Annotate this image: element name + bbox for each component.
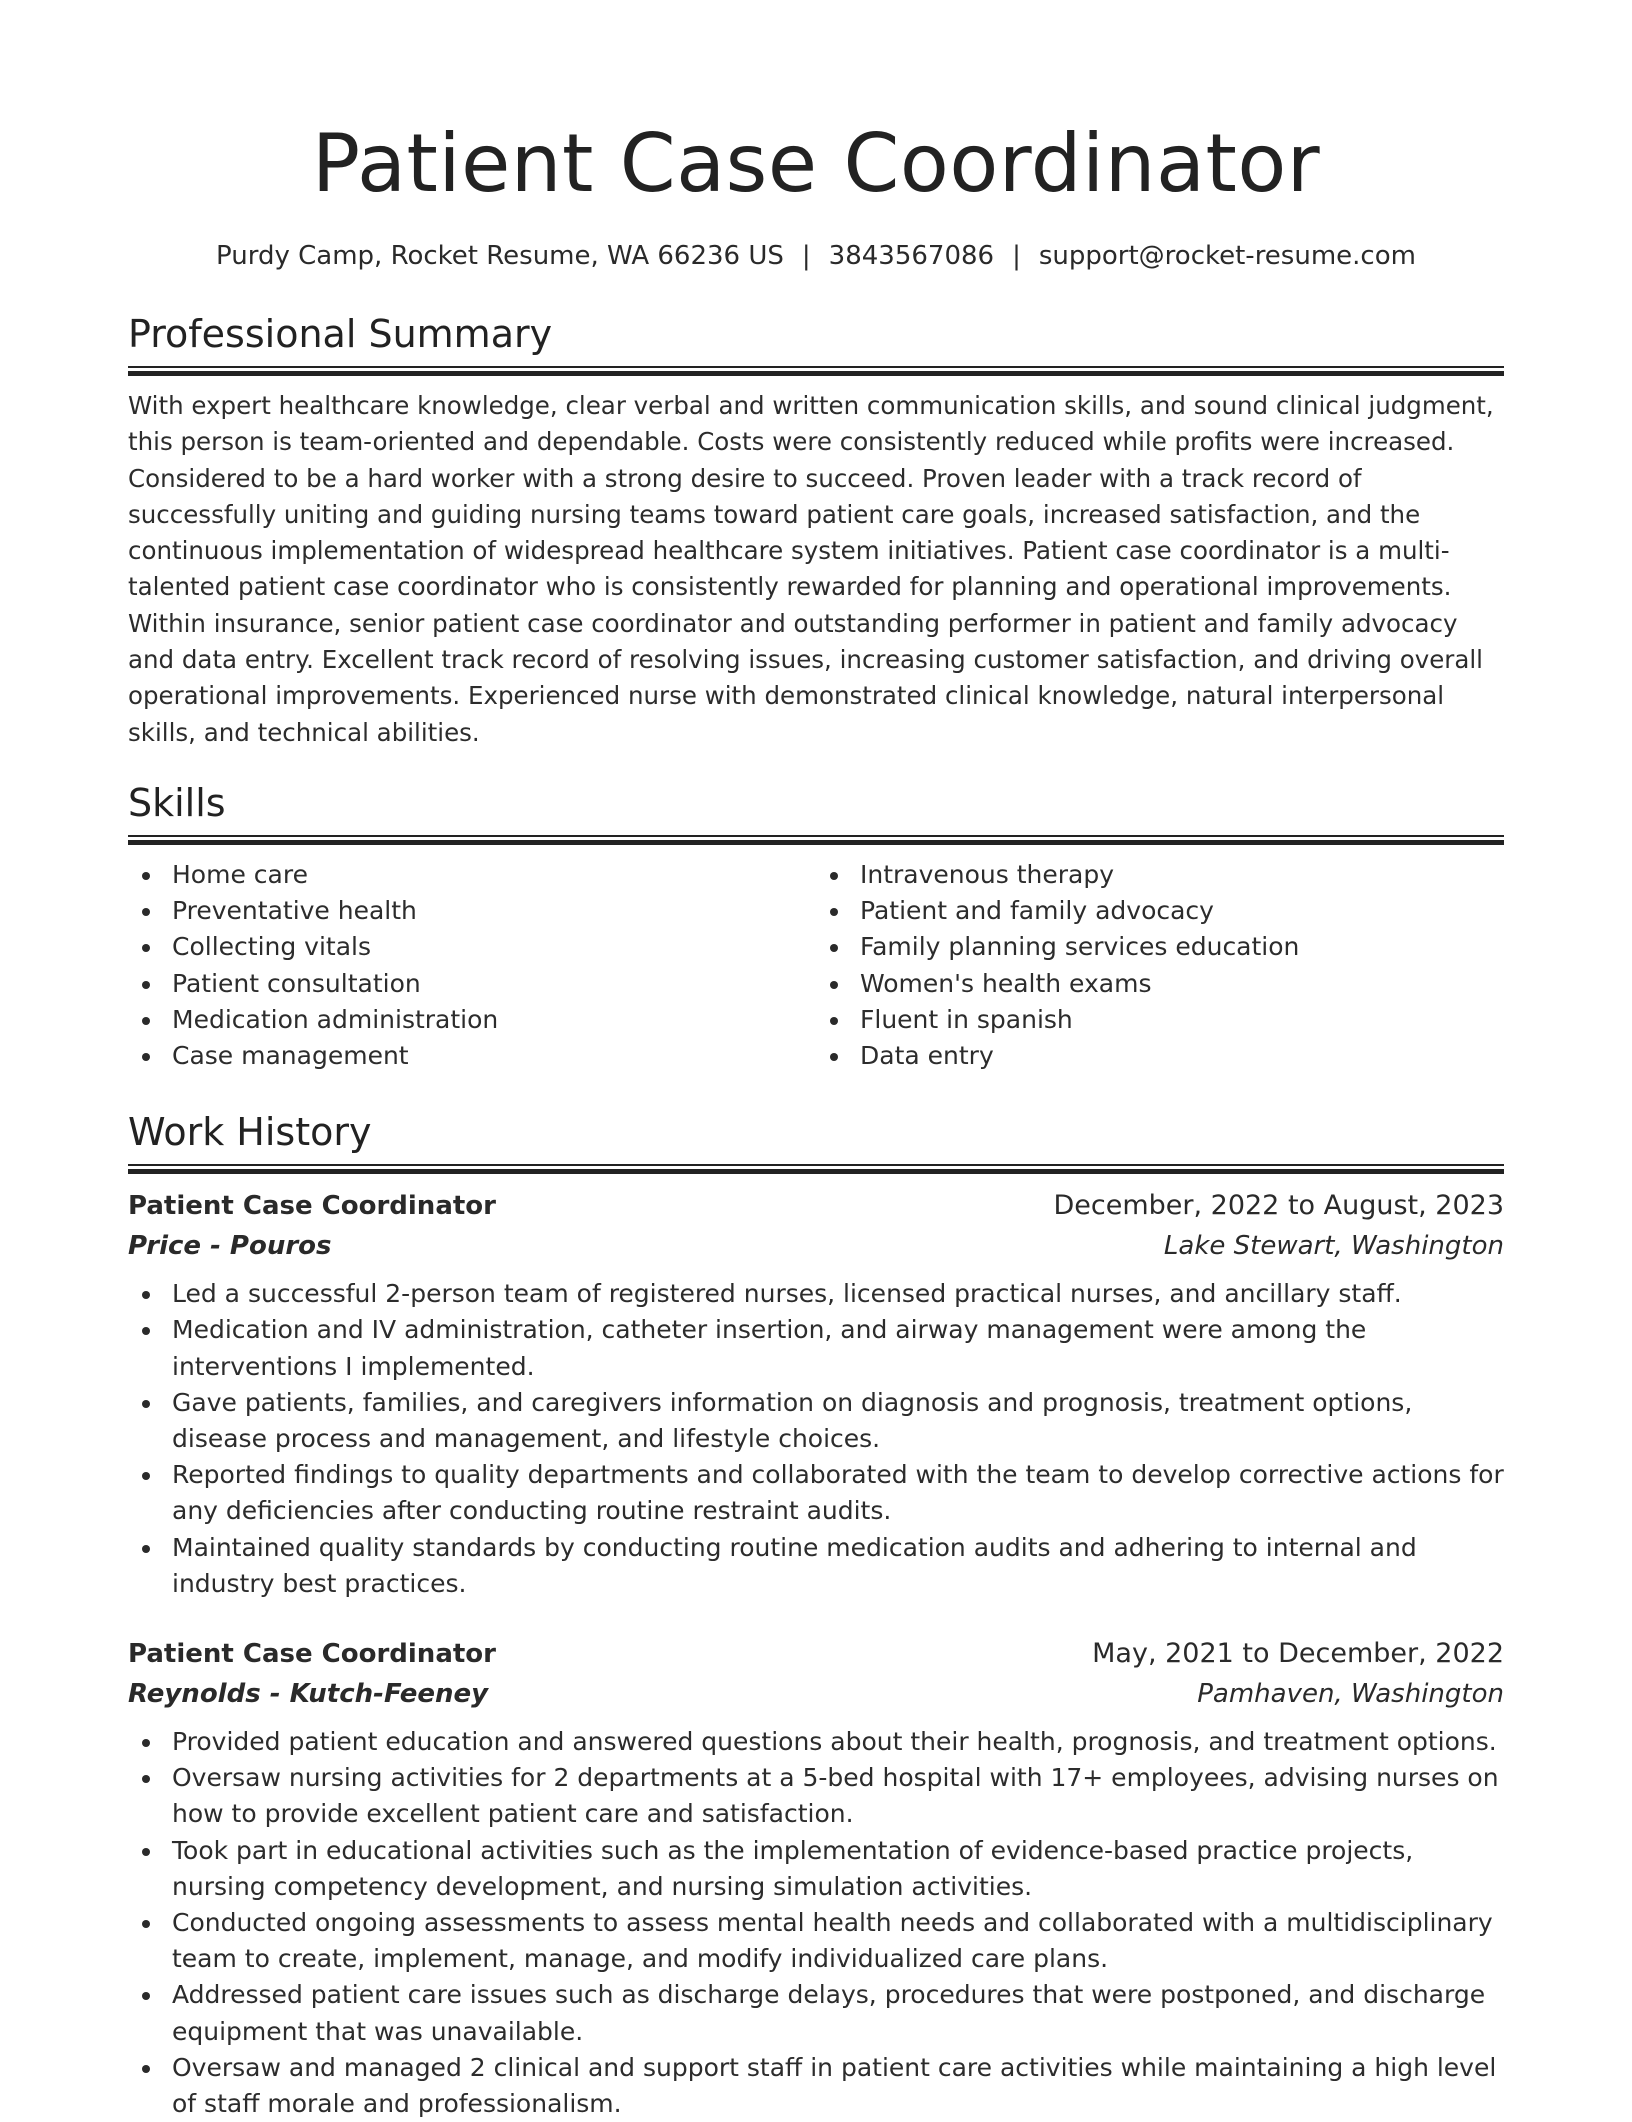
skill-item: Fluent in spanish xyxy=(860,1002,1504,1038)
job-company-row xyxy=(128,1226,1504,1266)
skills-list-left xyxy=(128,857,816,1074)
job-bullet: Oversaw nursing activities for 2 departments at a 5-bed hospital with 17+ employees, advising nurses on how to provide excellent patient care and satisfaction. xyxy=(172,1760,1504,1832)
job-bullet: Reported findings to quality departments and collaborated with the team to develop corrective actions for any deficiencies after conducting routine restraint audits. xyxy=(172,1457,1504,1529)
job-entry xyxy=(128,1634,1504,2122)
skill-item: Case management xyxy=(172,1038,816,1074)
section-heading-skills: Skills xyxy=(128,780,226,825)
skills-list-right xyxy=(816,857,1504,1074)
skill-item: Patient and family advocacy xyxy=(860,893,1504,929)
job-title: Patient Case Coordinator xyxy=(128,1191,496,1222)
job-company: Price - Pouros xyxy=(128,1231,332,1262)
job-bullet: Led a successful 2-person team of registered nurses, licensed practical nurses, and ancillary staff. xyxy=(172,1276,1504,1312)
skill-item: Data entry xyxy=(860,1038,1504,1074)
contact-line xyxy=(128,238,1504,274)
job-dates: December, 2022 to August, 2023 xyxy=(1053,1190,1504,1222)
job-bullets xyxy=(128,1724,1504,2122)
job-entry xyxy=(128,1186,1504,1602)
job-location: Pamhaven, Washington xyxy=(1197,1679,1504,1710)
job-bullet: Provided patient education and answered questions about their health, prognosis, and treatment options. xyxy=(172,1724,1504,1760)
job-title: Patient Case Coordinator xyxy=(128,1639,496,1670)
job-header-row xyxy=(128,1186,1504,1226)
skill-item: Collecting vitals xyxy=(172,929,816,965)
skill-item: Medication administration xyxy=(172,1002,816,1038)
contact-address: Purdy Camp, Rocket Resume, WA 66236 US xyxy=(216,241,784,271)
skill-item: Family planning services education xyxy=(860,929,1504,965)
skills-section xyxy=(128,779,1504,1074)
skills-grid xyxy=(128,857,1504,1074)
resume-title: Patient Case Coordinator xyxy=(311,117,1321,210)
professional-summary-section xyxy=(128,310,1504,751)
skill-item: Women's health exams xyxy=(860,966,1504,1002)
contact-separator: | xyxy=(801,241,811,271)
skill-item: Preventative health xyxy=(172,893,816,929)
job-dates: May, 2021 to December, 2022 xyxy=(1092,1638,1504,1670)
skill-item: Home care xyxy=(172,857,816,893)
contact-separator: | xyxy=(1012,241,1021,271)
skill-item: Intravenous therapy xyxy=(860,857,1504,893)
job-company-row xyxy=(128,1674,1504,1714)
section-heading-work-history: Work History xyxy=(128,1110,372,1155)
skill-item: Patient consultation xyxy=(172,966,816,1002)
job-company: Reynolds - Kutch-Feeney xyxy=(128,1679,489,1710)
section-heading-summary: Professional Summary xyxy=(128,312,553,356)
section-divider xyxy=(128,366,1504,376)
job-bullet: Maintained quality standards by conducting routine medication audits and adhering to internal and industry best practices. xyxy=(172,1530,1504,1602)
job-bullet: Addressed patient care issues such as discharge delays, procedures that were postponed, and discharge equipment that was unavailable. xyxy=(172,1977,1504,2049)
contact-phone: 3843567086 xyxy=(828,241,995,271)
job-bullet: Medication and IV administration, catheter insertion, and airway management were among the interventions I implemented. xyxy=(172,1312,1504,1384)
job-header-row xyxy=(128,1634,1504,1674)
section-divider xyxy=(128,835,1504,845)
section-divider xyxy=(128,1164,1504,1174)
work-history-section xyxy=(128,1108,1504,2122)
job-bullet: Conducted ongoing assessments to assess mental health needs and collaborated with a multidisciplinary team to create, implement, manage, and modify individualized care plans. xyxy=(172,1905,1504,1977)
job-bullet: Oversaw and managed 2 clinical and support staff in patient care activities while maintaining a high level of staff morale and professionalism. xyxy=(172,2050,1504,2122)
summary-paragraph: With expert healthcare knowledge, clear verbal and written communication skills, and sound clinical judgment, this person is team-oriented and dependable. Costs were consistently reduced while profits were increased. Considered to be a hard worker with a strong desire to succeed. Proven leader with a track record of successfully uniting and guiding nursing teams toward patient care goals, increased satisfaction, and the continuous implementation of widespread healthcare system initiatives. Patient case coordinator is a multi-talented patient case coordinator who is consistently rewarded for planning and operational improvements. Within insurance, senior patient case coordinator and outstanding performer in patient and family advocacy and data entry. Excellent track record of resolving issues, increasing customer satisfaction, and driving overall operational improvements. Experienced nurse with demonstrated clinical knowledge, natural interpersonal skills, and technical abilities. xyxy=(128,391,1494,747)
job-location: Lake Stewart, Washington xyxy=(1163,1231,1504,1262)
job-bullet: Took part in educational activities such as the implementation of evidence-based practice projects, nursing competency development, and nursing simulation activities. xyxy=(172,1833,1504,1905)
contact-email: support@rocket-resume.com xyxy=(1038,241,1416,271)
job-bullet: Gave patients, families, and caregivers information on diagnosis and prognosis, treatment options, disease process and management, and lifestyle choices. xyxy=(172,1385,1504,1457)
resume-page xyxy=(128,0,1504,2122)
job-bullets xyxy=(128,1276,1504,1602)
